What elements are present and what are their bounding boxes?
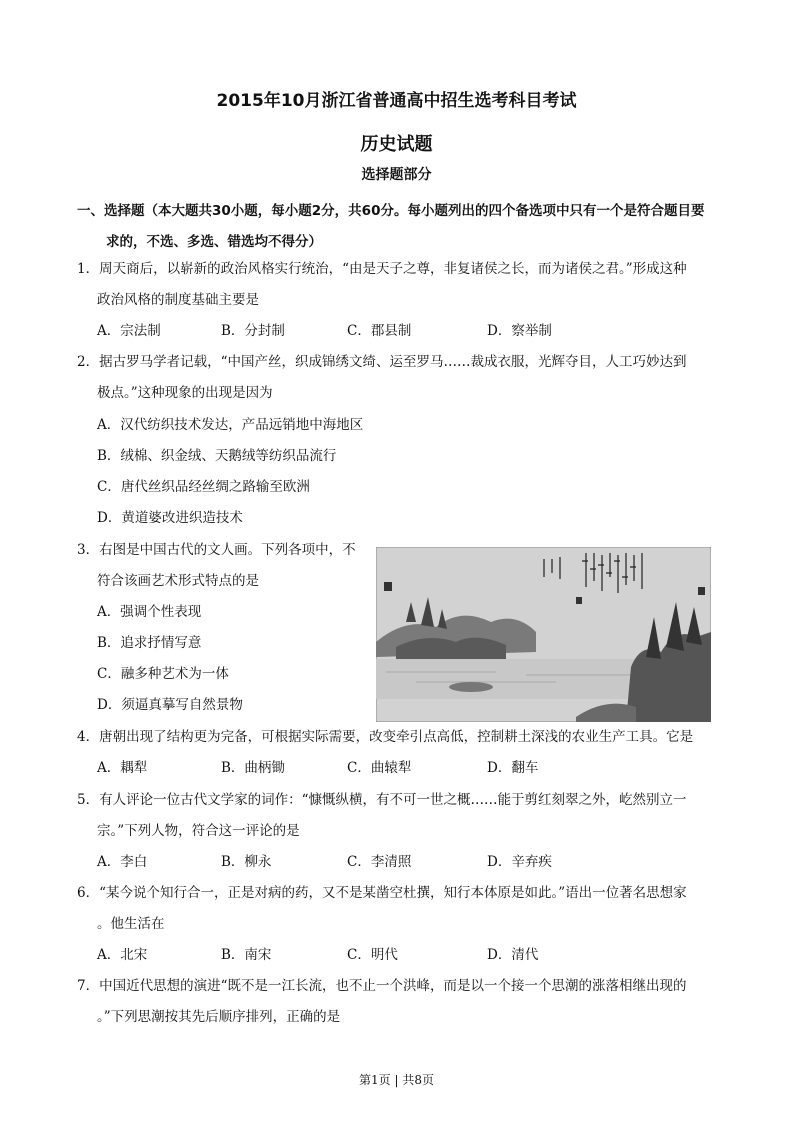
q4-option-a[interactable]: A．耦犁 xyxy=(97,760,148,776)
q5-option-c[interactable]: C．李清照 xyxy=(347,854,412,870)
q3-option-a[interactable]: A．强调个性表现 xyxy=(97,604,202,620)
q3-stem-line-1: 3．右图是中国古代的文人画。下列各项中，不 xyxy=(77,542,356,558)
q5-option-b[interactable]: B．柳永 xyxy=(221,854,272,870)
q6-option-b[interactable]: B．南宋 xyxy=(221,947,272,963)
q5-stem-line-1: 5．有人评论一位古代文学家的词作：“慷慨纵横，有不可一世之概……能于剪红刻翠之外，屹然别立一 xyxy=(77,792,687,808)
q2-option-c[interactable]: C．唐代丝织品经丝绸之路输至欧洲 xyxy=(97,479,310,495)
q4-stem-line-1: 4．唐朝出现了结构更为完备，可根据实际需要，改变牵引点高低，控制耕土深浅的农业生产工具。它是 xyxy=(77,729,694,745)
part-title: 选择题部分 xyxy=(361,167,432,183)
q5-option-a[interactable]: A．李白 xyxy=(97,854,148,870)
q5-option-d[interactable]: D．辛弃疾 xyxy=(487,854,552,870)
q1-option-b[interactable]: B．分封制 xyxy=(221,323,285,339)
q6-option-a[interactable]: A．北宋 xyxy=(97,947,148,963)
section-line-2: 求的，不选、多选、错选均不得分） xyxy=(106,234,322,250)
q6-option-d[interactable]: D．清代 xyxy=(487,947,539,963)
q4-option-c[interactable]: C．曲辕犁 xyxy=(347,760,412,776)
q5-stem-line-2: 宗。”下列人物，符合这一评论的是 xyxy=(97,823,300,839)
q2-stem-line-2: 极点。”这种现象的出现是因为 xyxy=(97,385,273,401)
q6-option-c[interactable]: C．明代 xyxy=(347,947,398,963)
q3-option-b[interactable]: B．追求抒情写意 xyxy=(97,635,202,651)
page-footer: 第1页 | 共8页 xyxy=(359,1073,434,1087)
q6-stem-line-2: 。他生活在 xyxy=(97,916,165,932)
q4-option-d[interactable]: D．翻车 xyxy=(487,760,539,776)
q1-option-a[interactable]: A．宗法制 xyxy=(97,323,161,339)
q2-stem-line-1: 2．据古罗马学者记载，“中国产丝，织成锦绣文绮、运至罗马……裁成衣服，光辉夺目，人工巧妙达到 xyxy=(77,354,687,370)
q2-option-d[interactable]: D．黄道婆改进织造技术 xyxy=(97,510,243,526)
q1-option-c[interactable]: C．郡县制 xyxy=(347,323,412,339)
exam-title: 2015年10月浙江省普通高中招生选考科目考试 xyxy=(216,91,577,111)
q3-option-d[interactable]: D．须逼真摹写自然景物 xyxy=(97,697,243,713)
q3-stem-line-2: 符合该画艺术形式特点的是 xyxy=(97,573,259,589)
q1-option-d[interactable]: D．察举制 xyxy=(487,323,552,339)
q7-stem-line-1: 7．中国近代思想的演进“既不是一江长流，也不止一个洪峰，而是以一个接一个思潮的涨落相继出现的 xyxy=(77,978,687,994)
q3-option-c[interactable]: C．融多种艺术为一体 xyxy=(97,666,229,682)
literati-painting-image xyxy=(376,547,711,722)
q2-option-b[interactable]: B．绒棉、织金绒、天鹅绒等纺织品流行 xyxy=(97,448,337,464)
section-line-1: 一、选择题（本大题共30小题，每小题2分，共60分。每小题列出的四个备选项中只有一个是符合题目要 xyxy=(77,203,705,219)
q6-stem-line-1: 6．“某今说个知行合一，正是对病的药，又不是某凿空杜撰，知行本体原是如此。”语出一位著名思想家 xyxy=(77,885,687,901)
q2-option-a[interactable]: A．汉代纺织技术发达，产品远销地中海地区 xyxy=(97,417,364,433)
q1-stem-line-2: 政治风格的制度基础主要是 xyxy=(97,292,259,308)
q1-stem-line-1: 1．周天商后，以崭新的政治风格实行统治，“由是天子之尊，非复诸侯之长，而为诸侯之君。”形成这种 xyxy=(77,261,687,277)
q7-stem-line-2: 。”下列思潮按其先后顺序排列，正确的是 xyxy=(97,1009,341,1025)
section-instructions xyxy=(77,196,717,258)
q4-option-b[interactable]: B．曲柄锄 xyxy=(221,760,285,776)
landscape-painting-icon xyxy=(376,547,711,722)
subject-title: 历史试题 xyxy=(360,134,433,155)
